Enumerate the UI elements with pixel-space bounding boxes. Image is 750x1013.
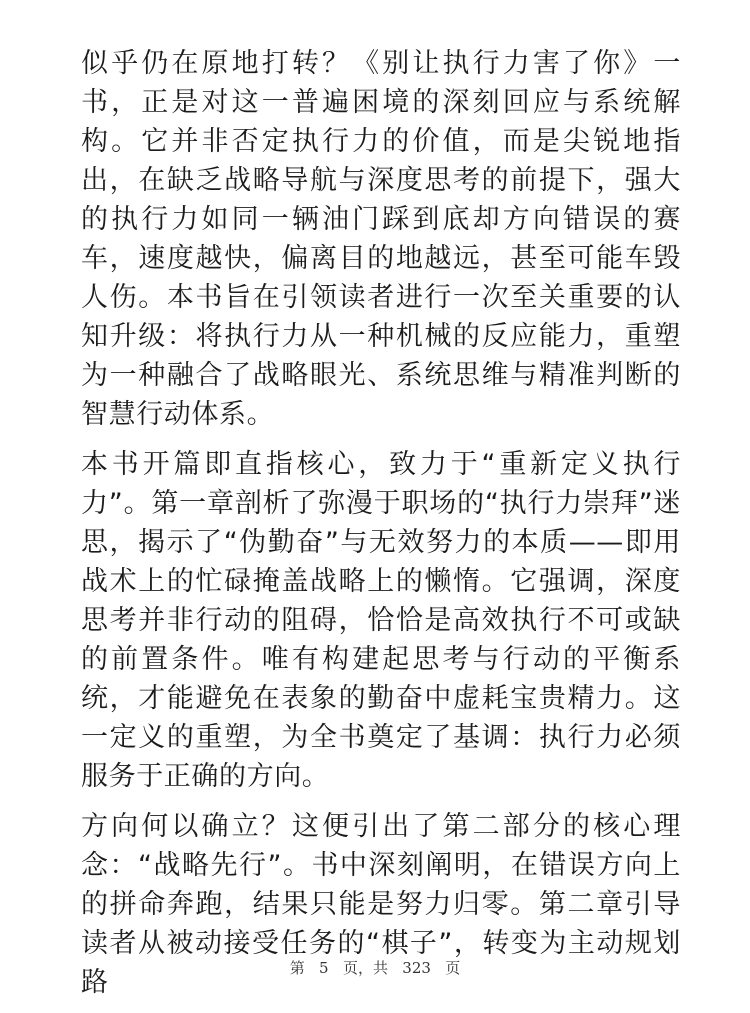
body-text	[81, 44, 681, 1013]
total-page-count: 323	[402, 959, 431, 977]
current-page-number: 5	[319, 959, 329, 977]
paragraph-2: 本书开篇即直指核心，致力于“重新定义执行力”。第一章剖析了弥漫于职场的“执行力崇拜”迷思，揭示了“伪勤奋”与无效努力的本质——即用战术上的忙碌掩盖战略上的懒惰。它强调，深度思考并非行动的阻碍，恰恰是高效执行不可或缺的前置条件。唯有构建起思考与行动的平衡系统，才能避免在表象的勤奋中虚耗宝贵精力。这一定义的重塑，为全书奠定了基调：执行力必须服务于正确的方向。	[81, 449, 681, 792]
page-footer	[0, 958, 750, 978]
paragraph-3: 方向何以确立？这便引出了第二部分的核心理念：“战略先行”。书中深刻阐明，在错误方向上的拼命奔跑，结果只能是努力归零。第二章引导读者从被动接受任务的“棋子”，转变为主动规划路	[81, 811, 681, 998]
footer-prefix: 第	[289, 959, 305, 977]
footer-suffix: 页	[445, 959, 461, 977]
paragraph-1: 似乎仍在原地打转？《别让执行力害了你》一书，正是对这一普遍困境的深刻回应与系统解构。它并非否定执行力的价值，而是尖锐地指出，在缺乏战略导航与深度思考的前提下，强大的执行力如同一辆油门踩到底却方向错误的赛车，速度越快，偏离目的地越远，甚至可能车毁人伤。本书旨在引领读者进行一次至关重要的认知升级：将执行力从一种机械的反应能力，重塑为一种融合了战略眼光、系统思维与精准判断的智慧行动体系。	[81, 48, 681, 430]
footer-middle: 页，共	[342, 959, 388, 977]
